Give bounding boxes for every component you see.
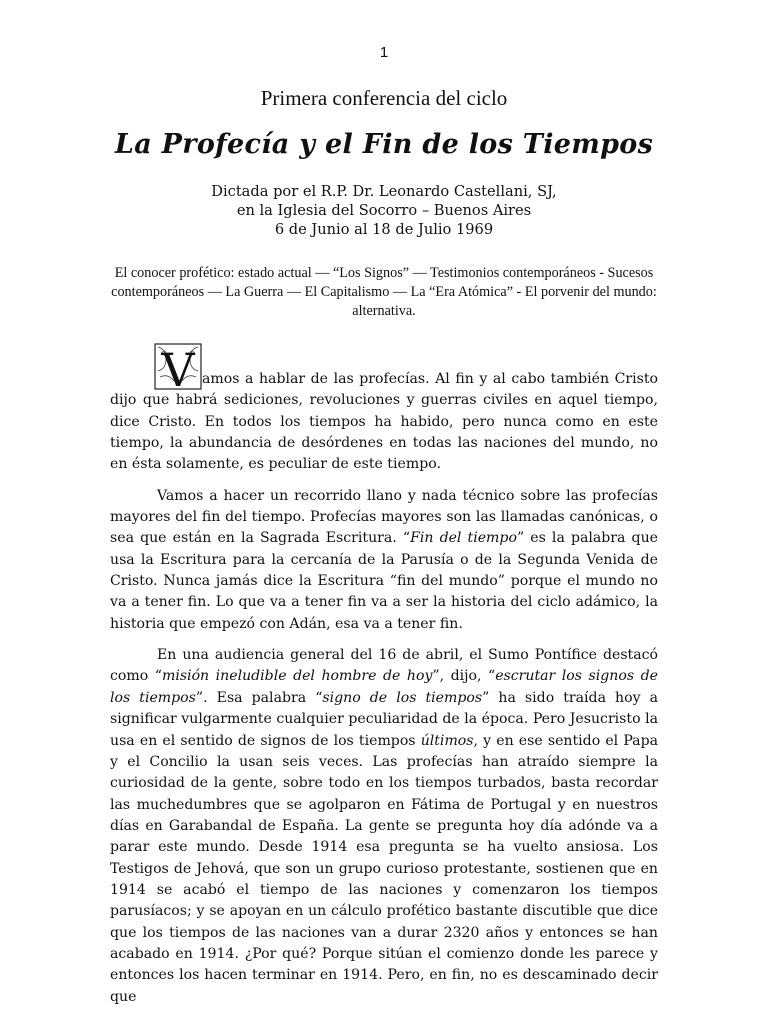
p3-text-i: , y en ese sentido el Papa y el Concilio la usan seis veces. Las profecías han atraído siempre la curiosidad de la gente, sobre todo en los tiempos turbados, basta recordar las muchedumbres que se agolparon en Fátima de Portugal y en nuestros días en Garabandal de España. La gente se pregunta hoy día adónde va a parar este mundo. Desde 1914 esa pregunta se ha vuelto ansiosa. Los Testigos de Jehová, que son un grupo curioso protestante, sostienen que en 1914 se acabó el tiempo de las naciones y comenzaron los tiempos parusíacos; y se apoyan en un cálculo profético bastante discutible que dice que los tiempos de las naciones van a durar 2320 años y entonces se han acabado en 1914. ¿Por qué? Porque sitúan el comienzo donde les parece y entonces los hacen terminar en 1914. Pero, en fin, no es descaminado decir que xyxy=(110,732,658,1005)
byline xyxy=(0,182,768,239)
p3-italic-signo: signo de los tiempos xyxy=(322,689,483,706)
abstract: El conocer profético: estado actual — “Los Signos” — Testimonios contemporáneos - Sucesos contemporáneos — La Guerra — El Capitalismo — La “Era Atómica” - El porvenir del mundo: alternativa. xyxy=(111,265,657,319)
dropcap-v-icon xyxy=(154,343,202,390)
paragraph-1 xyxy=(110,343,658,476)
p2-italic-fin-del-tiempo: Fin del tiempo xyxy=(410,530,517,547)
p3-text-a: En una audiencia general del 16 de abril, el Sumo Pontífice destacó como “ xyxy=(110,647,658,685)
paragraph-2 xyxy=(110,486,658,635)
p3-text-e: ”. Esa palabra “ xyxy=(195,689,323,706)
paragraph-1-text: amos a hablar de las profecías. Al fin y al cabo también Cristo dijo que habrá sediciones, revoluciones y guerras civiles en aquel tiempo, dice Cristo. En todos los tiempos ha habido, pero nunca como en este tiempo, la abundancia de desórdenes en todas las naciones del mundo, no en ésta solamente, es peculiar de este tiempo. xyxy=(110,371,658,473)
p3-text-c: ”, dijo, “ xyxy=(432,668,496,685)
dropcap-letter: V xyxy=(161,343,195,390)
p3-italic-mision: misión ineludible del hombre de hoy xyxy=(161,668,433,685)
byline-line-place: en la Iglesia del Socorro – Buenos Aires xyxy=(236,202,532,219)
p3-text-g: ” ha sido traída hoy a significar vulgarmente cualquier peculiaridad de la época. Pero Jesucristo la usa en el sentido de signos de los tiempos xyxy=(110,689,659,749)
page-number: 1 xyxy=(379,44,389,61)
series-title: Primera conferencia del ciclo xyxy=(260,86,508,110)
p2-text-a: Vamos a hacer un recorrido llano y nada técnico sobre las profecías mayores del fin del tiempo. Profecías mayores son las llamadas canónicas, o sea que están en la Sagrada Escritura. “ xyxy=(110,487,658,547)
p3-italic-ultimos: últimos xyxy=(420,732,474,749)
p2-text-c: ” es la palabra que usa la Escritura para la cercanía de la Parusía o de la Segunda Venida de Cristo. Nunca jamás dice la Escritura “fin del mundo” porque el mundo no va a tener fin. Lo que va a tener fin va a ser la historia del ciclo adámico, la historia que empezó con Adán, esa va a tener fin. xyxy=(110,530,658,632)
paragraph-3 xyxy=(110,645,658,1008)
p3-italic-escrutar: escrutar los signos de los tiempos xyxy=(110,668,658,706)
body-text xyxy=(110,343,658,1018)
byline-line-author: Dictada por el R.P. Dr. Leonardo Castellani, SJ, xyxy=(211,183,557,200)
byline-line-dates: 6 de Junio al 18 de Julio 1969 xyxy=(274,221,494,238)
main-title: La Profecía y el Fin de los Tiempos xyxy=(114,129,654,160)
